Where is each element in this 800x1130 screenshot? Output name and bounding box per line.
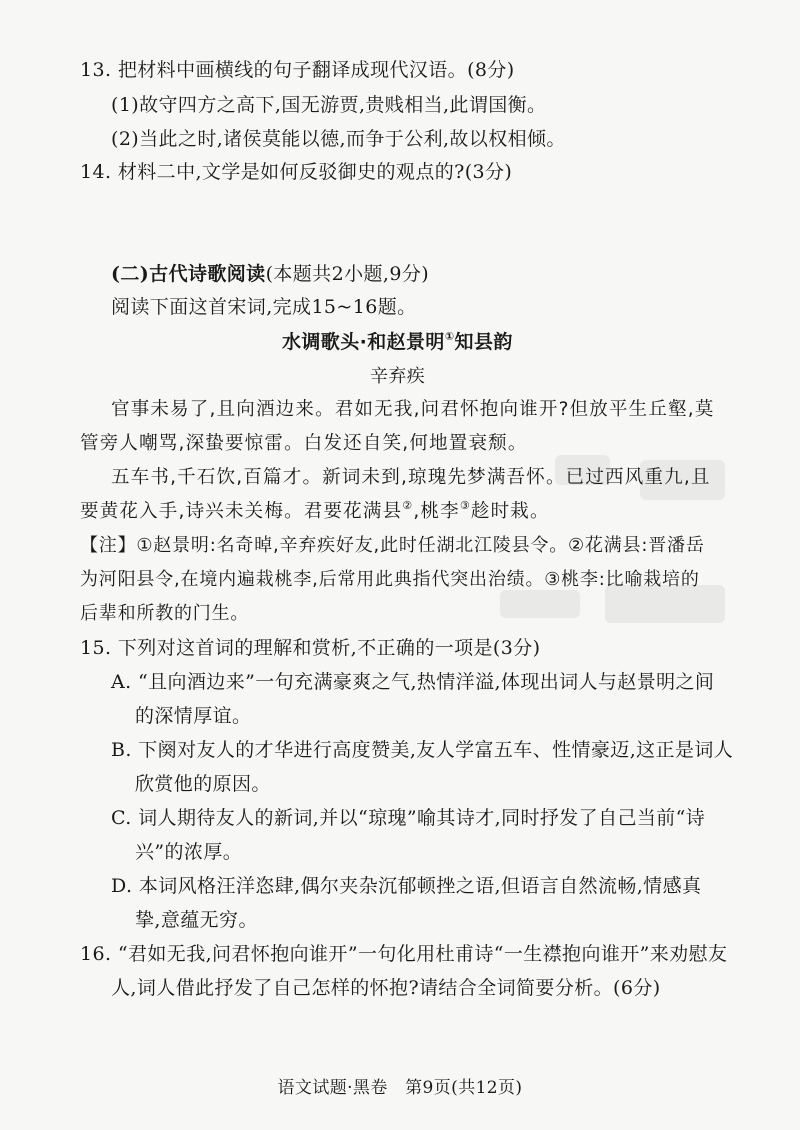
- watermark-mark: [500, 590, 580, 618]
- note-line: 为河阳县令,在境内遍栽桃李,后常用此典指代突出治绩。③桃李:比喻栽培的: [80, 569, 700, 590]
- note-line: 后辈和所教的门生。: [80, 603, 250, 624]
- page-footer: 语文试题·黑卷 第9页(共12页): [277, 1078, 523, 1098]
- q13-item-2: (2)当此之时,诸侯莫能以德,而争于公利,故以权相倾。: [111, 128, 566, 150]
- question-number: 14.: [80, 161, 112, 183]
- poem-line: [80, 500, 550, 524]
- poem-line: 五车书,千石饮,百篇才。新词未到,琼瑰先梦满吾怀。已过西风重九,且: [111, 467, 711, 488]
- option-c: [111, 806, 705, 830]
- question-number: 15.: [80, 637, 112, 659]
- question-text: “君如无我,问君怀抱向谁开”一句化用杜甫诗“一生襟抱向谁开”来劝慰友: [117, 943, 728, 965]
- poem-author: 辛弃疾: [370, 366, 426, 387]
- poem-line: 管旁人嘲骂,深蛰要惊雷。白发还自笑,何地置衰颓。: [80, 433, 528, 454]
- question-16: [80, 942, 727, 966]
- option-b: [111, 738, 733, 762]
- section-note: (本题共2小题,9分): [265, 263, 430, 285]
- footnote-mark: ①: [444, 330, 455, 343]
- question-number: 16.: [80, 943, 112, 965]
- option-a: [111, 670, 714, 694]
- option-text: 词人期待友人的新词,并以“琼瑰”喻其诗才,同时抒发了自己当前“诗: [138, 807, 706, 829]
- poem-line-text: 要黄花入手,诗兴未关梅。君要花满县: [80, 501, 403, 522]
- note-line: 【注】①赵景明:名奇晫,辛弃疾好友,此时任湖北江陵县令。②花满县:晋潘岳: [80, 535, 705, 556]
- question-text: 把材料中画横线的句子翻译成现代汉语。(8分): [117, 59, 515, 81]
- option-c-cont: 兴”的浓厚。: [135, 841, 243, 863]
- option-letter: C.: [111, 807, 132, 829]
- option-letter: A.: [111, 671, 132, 693]
- option-a-cont: 的深情厚谊。: [135, 705, 252, 727]
- footnote-mark: ③: [459, 499, 471, 512]
- question-13: [80, 58, 515, 82]
- question-text: 下列对这首词的理解和赏析,不正确的一项是(3分): [117, 637, 541, 659]
- poem-line-text: 趁时栽。: [470, 501, 550, 522]
- footnote-mark: ②: [402, 499, 414, 512]
- section-heading: [111, 262, 429, 286]
- section-instruction: 阅读下面这首宋词,完成15~16题。: [111, 296, 417, 318]
- poem-line-text: ,桃李: [413, 501, 460, 522]
- option-letter: D.: [111, 875, 133, 897]
- poem-line: 官事未易了,且向酒边来。君如无我,问君怀抱向谁开?但放平生丘壑,莫: [111, 399, 715, 420]
- q13-item-1: (1)故守四方之高下,国无游贾,贵贱相当,此谓国衡。: [111, 94, 547, 116]
- question-text: 材料二中,文学是如何反驳御史的观点的?(3分): [117, 161, 513, 183]
- question-14: [80, 160, 512, 184]
- option-b-cont: 欣赏他的原因。: [135, 773, 271, 795]
- section-title: (二)古代诗歌阅读: [111, 263, 266, 285]
- option-letter: B.: [111, 739, 132, 761]
- poem-title-text: 水调歌头·和赵景明: [282, 331, 445, 353]
- question-16-cont: 人,词人借此抒发了自己怎样的怀抱?请结合全词简要分析。(6分): [111, 977, 661, 999]
- option-d: [111, 874, 701, 898]
- poem-title: [282, 330, 513, 354]
- question-15: [80, 636, 540, 660]
- poem-title-tail: 知县韵: [454, 331, 513, 353]
- option-d-cont: 挚,意蕴无穷。: [135, 909, 258, 931]
- option-text: 本词风格汪洋恣肆,偶尔夹杂沉郁顿挫之语,但语言自然流畅,情感真: [138, 875, 702, 897]
- option-text: “且向酒边来”一句充满豪爽之气,热情洋溢,体现出词人与赵景明之间: [138, 671, 715, 693]
- option-text: 下阕对友人的才华进行高度赞美,友人学富五车、性情豪迈,这正是词人: [138, 739, 734, 761]
- question-number: 13.: [80, 59, 112, 81]
